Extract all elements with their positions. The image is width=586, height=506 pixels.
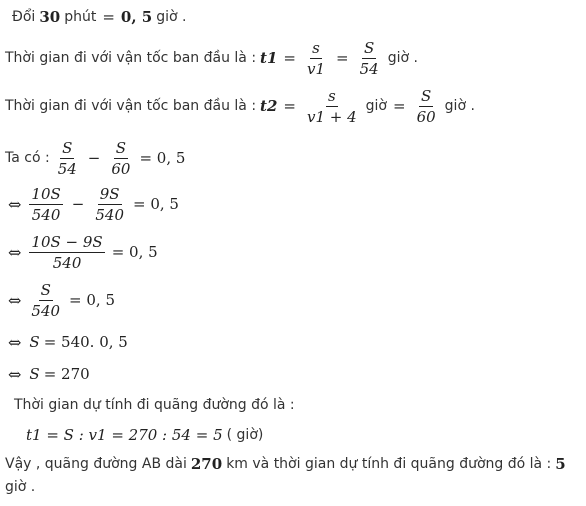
fraction-numerator: s [327,86,336,105]
t2-suffix: giờ . [444,98,475,114]
fraction-numerator: S [40,280,51,299]
line-step-3 [8,278,115,322]
fraction-numerator: S [115,138,127,157]
minutes-value: 30 [39,8,61,26]
fraction-denominator: 540 [52,253,82,272]
t1-var: t1 [260,49,278,67]
t1-text: Thời gian đi với vận tốc ban đầu là : [5,50,257,66]
step-5-rhs: = 270 [43,365,90,383]
fraction [56,139,79,178]
fraction [29,185,62,224]
fraction [109,139,132,178]
equivalence-arrow-icon: ⇔ [8,290,22,310]
equivalence-arrow-icon: ⇔ [8,332,22,352]
step-5-lhs: S [29,365,40,383]
equals-sign: = [283,97,296,115]
fraction-numerator: 10S − 9S [31,232,103,251]
line-t1 [5,36,418,80]
time-value: 5 [555,455,566,473]
line-conclusion-end [5,476,35,498]
equals-sign: = [102,8,115,26]
minutes-unit: phút [64,9,97,25]
hours-unit: giờ . [156,9,187,25]
equation-label: Ta có : [5,150,50,166]
fraction [29,281,62,320]
step-4-lhs: S [29,333,40,351]
step-3-rhs: = 0, 5 [69,291,116,309]
fraction-denominator: 540 [95,205,124,224]
fraction-numerator: S [364,38,375,57]
equals-sign: = [393,97,406,115]
minus-sign: − [71,195,85,213]
fraction-denominator: 60 [416,107,436,126]
line-equation [5,136,185,180]
line-convert [12,6,186,28]
conclusion-text-b: km và thời gian dự tính đi quãng đường đó là : [226,456,552,472]
conclusion-text-a: Vậy , quãng đường AB dài [5,456,187,472]
fraction-denominator: v1 + 4 [306,107,357,126]
step-4-rhs: = 540. 0, 5 [43,333,128,351]
step-2-rhs: = 0, 5 [111,243,158,261]
step-1-rhs: = 0, 5 [133,195,179,213]
equals-sign: = [336,49,349,67]
line-step-4 [8,330,128,354]
planned-time-unit: ( giờ) [226,427,264,443]
equivalence-arrow-icon: ⇔ [8,364,22,384]
t1-suffix: giờ . [387,50,418,66]
line-step-1 [8,182,179,226]
fraction-denominator: v1 [306,59,326,78]
fraction-numerator: S [62,138,73,157]
fraction-numerator: 10S [31,184,61,203]
planned-time-expression: t1 = S : v1 = 270 : 54 = 5 [26,426,223,444]
equation-rhs: = 0, 5 [139,149,186,167]
fraction-numerator: 9S [99,184,120,203]
line-step-2 [8,230,158,274]
fraction [415,87,438,126]
fraction [358,39,381,78]
line-t2 [5,84,475,128]
fraction-denominator: 54 [359,59,379,78]
convert-prefix: Đổi [12,9,36,25]
fraction-denominator: 540 [31,301,61,320]
t2-mid-unit: giờ [365,98,387,114]
fraction [93,185,126,224]
line-conclusion [5,453,566,475]
fraction [305,39,327,78]
minus-sign: − [87,149,101,167]
t2-var: t2 [260,97,278,115]
equivalence-arrow-icon: ⇔ [8,242,22,262]
equals-sign: = [283,49,296,67]
line-planned-time-label [14,394,295,416]
fraction-denominator: 60 [111,159,131,178]
conclusion-end-text: giờ . [5,479,36,495]
fraction-denominator: 540 [31,205,61,224]
fraction [29,233,104,272]
fraction-denominator: 54 [57,159,77,178]
fraction-numerator: s [312,38,320,57]
equivalence-arrow-icon: ⇔ [8,194,22,214]
distance-value: 270 [190,455,223,473]
line-step-5 [8,362,90,386]
t2-text: Thời gian đi với vận tốc ban đầu là : [5,98,257,114]
fraction-numerator: S [420,86,432,105]
planned-time-text: Thời gian dự tính đi quãng đường đó là : [14,397,295,413]
fraction [305,87,359,126]
line-planned-time-calc [26,424,263,446]
hours-value: 0, 5 [120,8,153,26]
